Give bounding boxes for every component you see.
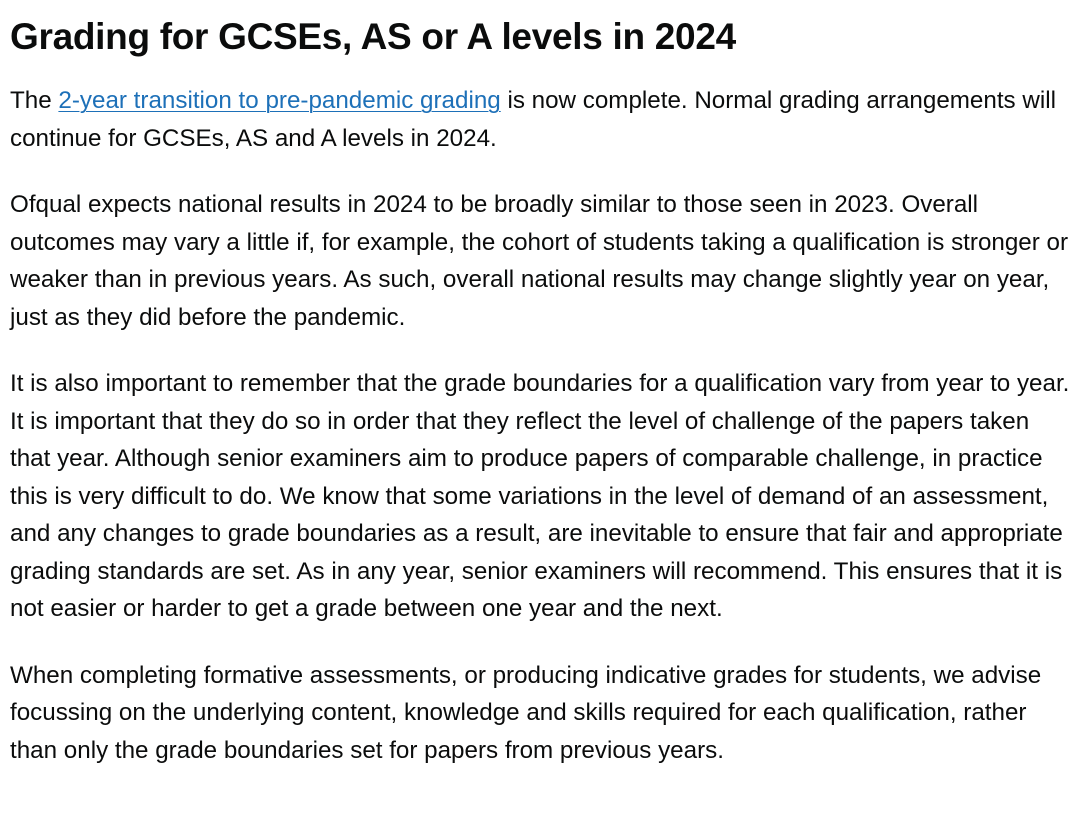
intro-text-before-link: The [10, 87, 59, 114]
intro-text-after-link: is now complete. Normal grading arrangements will continue for GCSEs, AS and A levels in 2024. [10, 87, 1056, 152]
intro-paragraph [10, 82, 1070, 157]
grade-boundaries-paragraph: It is also important to remember that the grade boundaries for a qualification vary from year to year. It is important that they do so in order that they reflect the level of challenge of the papers taken that year. Although senior examiners aim to produce papers of comparable challenge, in practice this is very difficult to do. We know that some variations in the level of demand of an assessment, and any changes to grade boundaries as a result, are inevitable to ensure that fair and appropriate grading standards are set. As in any year, senior examiners will recommend. This ensures that it is not easier or harder to get a grade between one year and the next. [10, 370, 1070, 622]
national-results-paragraph: Ofqual expects national results in 2024 to be broadly similar to those seen in 2023. Overall outcomes may vary a little if, for example, the cohort of students taking a qualification is stronger or weaker than in previous years. As such, overall national results may change slightly year on year, just as they did before the pandemic. [10, 191, 1069, 331]
page-title: Grading for GCSEs, AS or A levels in 2024 [10, 16, 736, 57]
transition-grading-link[interactable]: 2-year transition to pre-pandemic grading [58, 87, 501, 114]
formative-assessments-paragraph: When completing formative assessments, or producing indicative grades for students, we advise focussing on the underlying content, knowledge and skills required for each qualification, rather than only the grade boundaries set for papers from previous years. [10, 661, 1042, 764]
